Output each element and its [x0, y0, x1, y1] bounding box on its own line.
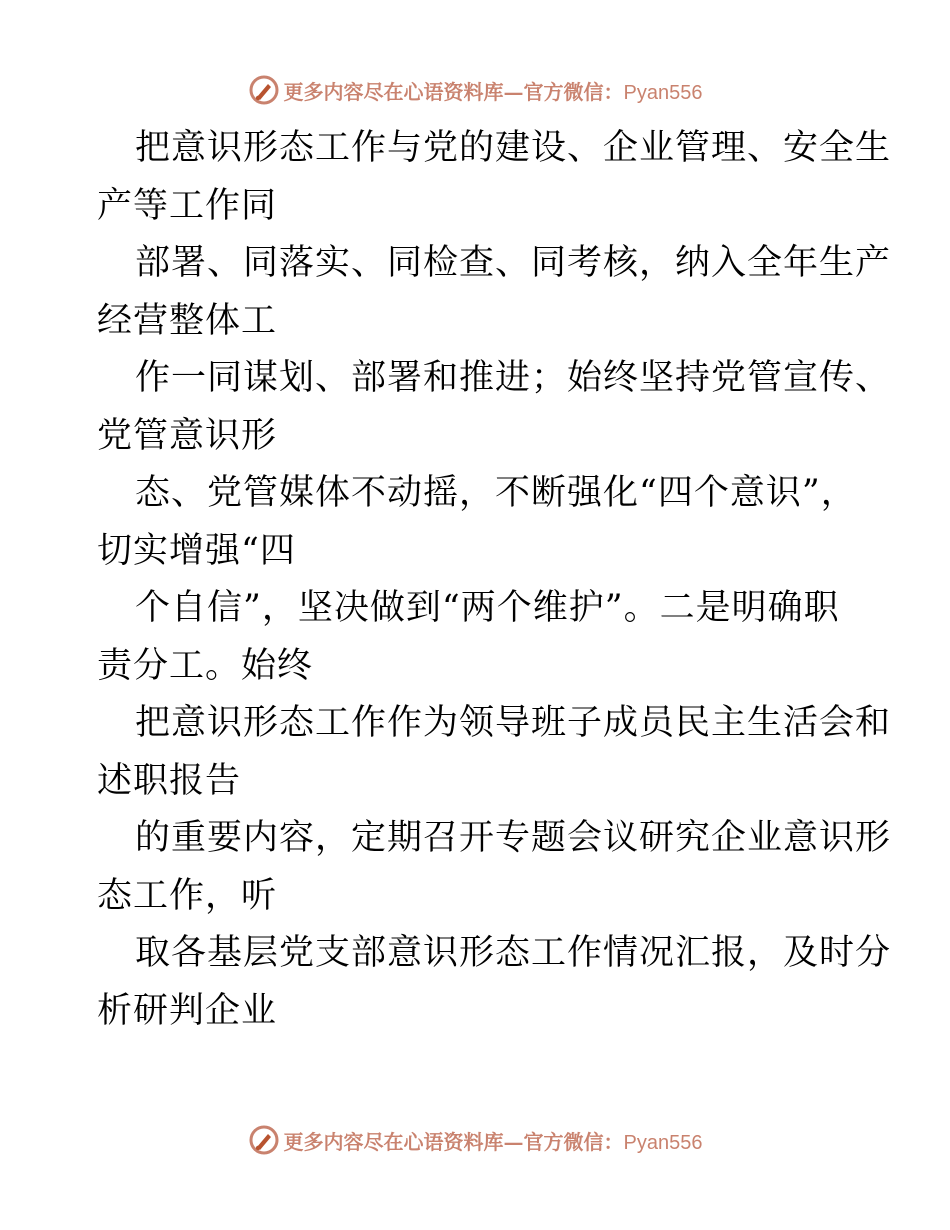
body-line: 析研判企业: [97, 990, 278, 1031]
pen-circle-icon: [248, 1124, 280, 1156]
body-line: 述职报告: [97, 760, 242, 801]
document-body: [97, 120, 892, 1040]
body-line: 的重要内容，定期召开专题会议研究企业意识形: [135, 818, 892, 858]
body-line: 取各基层党支部意识形态工作情况汇报，及时分: [135, 933, 892, 973]
body-line: 把意识形态工作与党的建设、企业管理、安全生: [135, 128, 892, 168]
banner-text: [284, 1126, 703, 1155]
body-line: 责分工。始终: [97, 645, 314, 686]
banner-slogan: 更多内容尽在心语资料库—官方微信：: [283, 1129, 624, 1154]
banner-contact: Pyan556: [623, 81, 703, 104]
footer-banner: [0, 1122, 950, 1158]
banner-slogan: 更多内容尽在心语资料库—官方微信：: [283, 79, 624, 104]
banner-contact: Pyan556: [623, 1131, 703, 1154]
pen-circle-icon: [248, 74, 280, 106]
body-line: 党管意识形: [97, 415, 278, 456]
banner-text: [284, 76, 703, 105]
body-line: 切实增强“四: [97, 530, 296, 571]
body-line: 态、党管媒体不动摇，不断强化“四个意识”，: [135, 473, 857, 513]
body-line: 把意识形态工作作为领导班子成员民主生活会和: [135, 703, 892, 743]
body-line: 经营整体工: [97, 300, 278, 341]
body-line: 态工作，听: [97, 875, 278, 916]
body-line: 个自信”，坚决做到“两个维护”。二是明确职: [135, 588, 840, 628]
header-banner: [0, 72, 950, 108]
body-line: 作一同谋划、部署和推进；始终坚持党管宣传、: [135, 358, 892, 398]
body-line: 产等工作同: [97, 185, 278, 226]
body-line: 部署、同落实、同检查、同考核，纳入全年生产: [135, 243, 892, 283]
